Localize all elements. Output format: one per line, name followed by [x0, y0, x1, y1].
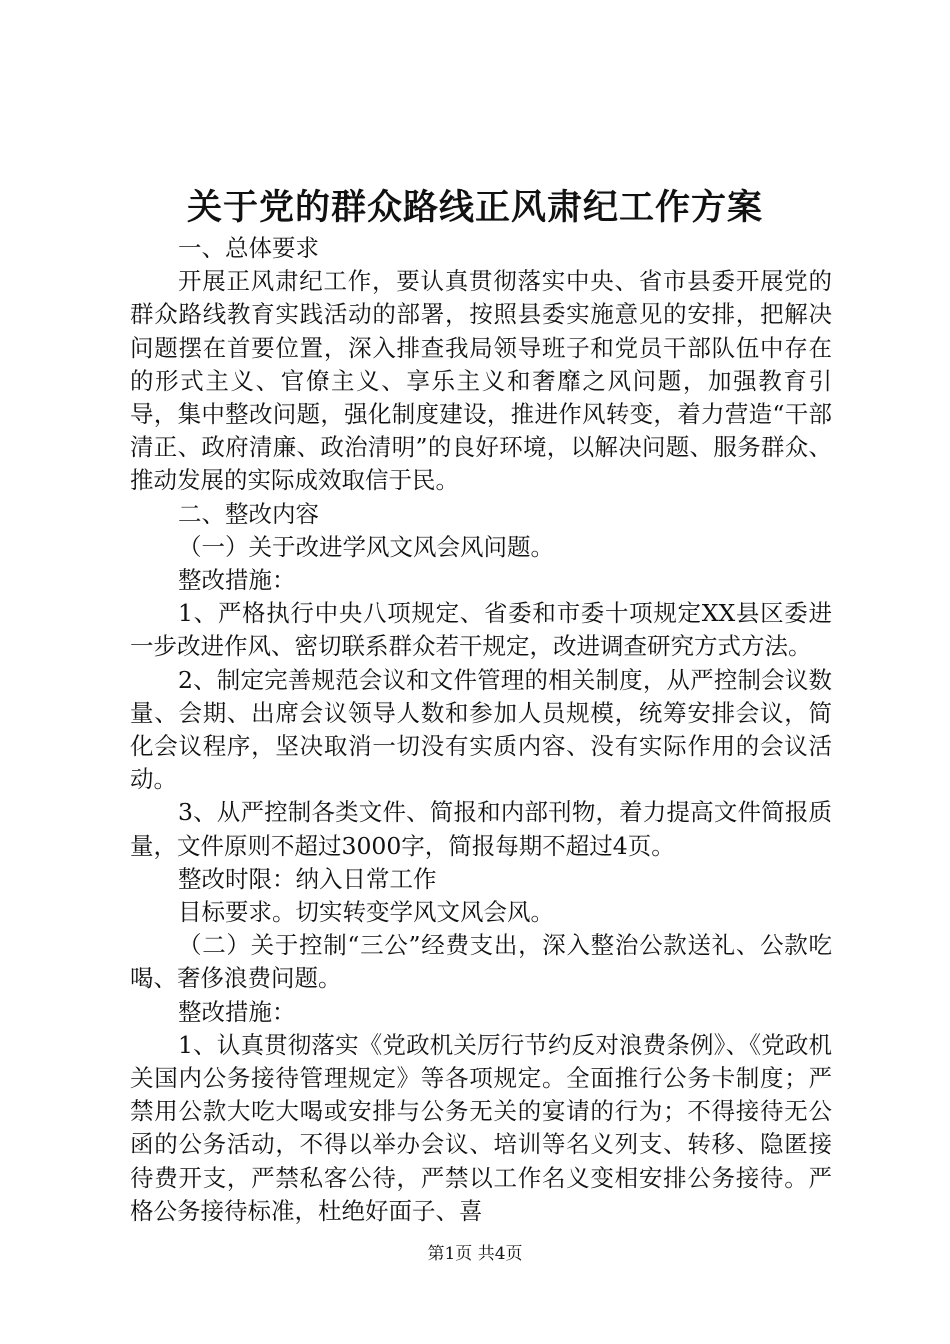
list-item: 3、从严控制各类文件、简报和内部刊物，着力提高文件简报质量，文件原则不超过3000字，简报每期不超过4页。	[130, 798, 832, 860]
document-title: 关于党的群众路线正风肃纪工作方案	[186, 187, 763, 228]
section-heading: 二、整改内容	[178, 499, 319, 528]
list-item: 2、制定完善规范会议和文件管理的相关制度，从严控制会议数量、会期、出席会议领导人数和参加人员规模，统筹安排会议，简化会议程序，坚决取消一切没有实质内容、没有实际作用的会议活动。	[130, 665, 832, 794]
measures-label: 整改措施：	[178, 997, 296, 1026]
document-body	[130, 232, 832, 1228]
body-paragraph: 开展正风肃纪工作，要认真贯彻落实中央、省市县委开展党的群众路线教育实践活动的部署，按照县委实施意见的安排，把解决问题摆在首要位置，深入排查我局领导班子和党员干部队伍中存在的形式主义、官僚主义、享乐主义和奢靡之风问题，加强教育引导，集中整改问题，强化制度建设，推进作风转变，着力营造“干部清正、政府清廉、政治清明”的良好环境，以解决问题、服务群众、推动发展的实际成效取信于民。	[130, 267, 832, 495]
measures-label: 整改措施：	[178, 566, 296, 595]
list-item: 1、严格执行中央八项规定、省委和市委十项规定XX县区委进一步改进作风、密切联系群众若干规定，改进调查研究方式方法。	[130, 599, 832, 661]
subsection-heading: （一）关于改进学风文风会风问题。	[178, 532, 554, 561]
list-item: 1、认真贯彻落实《党政机关厉行节约反对浪费条例》、《党政机关国内公务接待管理规定》等各项规定。全面推行公务卡制度；严禁用公款大吃大喝或安排与公务无关的宴请的行为；不得接待无公函的公务活动，不得以举办会议、培训等名义列支、转移、隐匿接待费开支，严禁私客公待，严禁以工作名义变相安排公务接待。严格公务接待标准，杜绝好面子、喜	[130, 1030, 832, 1225]
goal-line: 目标要求。切实转变学风文风会风。	[178, 898, 554, 927]
page-footer: 第1页 共4页	[427, 1244, 523, 1264]
subsection-heading: （二）关于控制“三公”经费支出，深入整治公款送礼、公款吃喝、奢侈浪费问题。	[130, 931, 832, 993]
deadline-line: 整改时限：纳入日常工作	[178, 864, 437, 893]
section-heading: 一、总体要求	[178, 234, 319, 262]
